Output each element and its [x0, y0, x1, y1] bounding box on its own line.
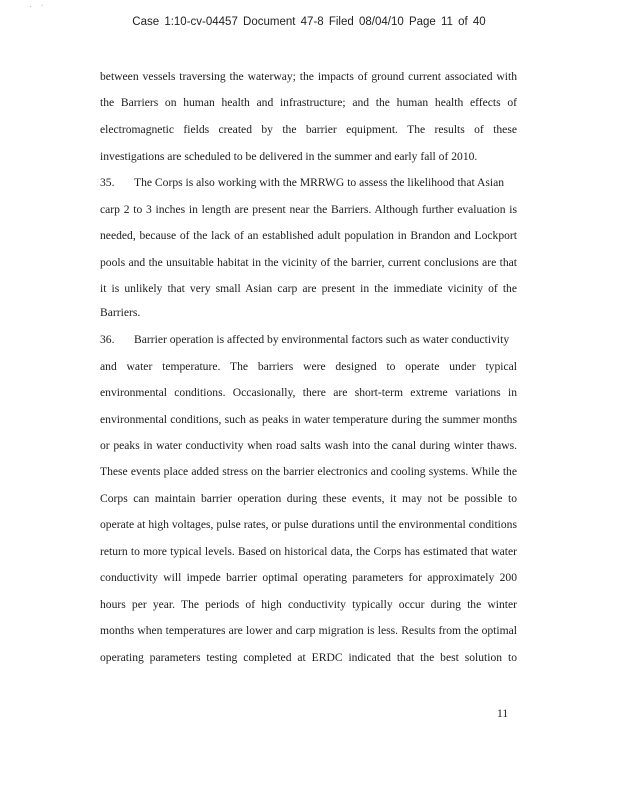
body-line: between vessels traversing the waterway; the impacts of ground current associated with [100, 70, 517, 83]
paragraph-35-line: needed, because of the lack of an established adult population in Brandon and Lockport [100, 229, 517, 242]
paragraph-36-line: hours per year. The periods of high conductivity typically occur during the winter [100, 598, 517, 611]
paragraph-text: Barrier operation is affected by environmental factors such as water conductivity [134, 333, 510, 346]
body-line: electromagnetic fields created by the barrier equipment. The results of these [100, 123, 517, 136]
page-number: 11 [497, 707, 509, 720]
paragraph-36-line: or peaks in water conductivity when road salts wash into the canal during winter thaws. [100, 439, 517, 452]
paragraph-36-line: conductivity will impede barrier optimal operating parameters for approximately 200 [100, 571, 517, 584]
body-line: investigations are scheduled to be delivered in the summer and early fall of 2010. [100, 150, 478, 163]
paragraph-36-line: Corps can maintain barrier operation during these events, it may not be possible to [100, 492, 517, 505]
body-line: the Barriers on human health and infrastructure; and the human health effects of [100, 96, 517, 109]
paragraph-36-line: return to more typical levels. Based on historical data, the Corps has estimated that water [100, 545, 517, 558]
paragraph-35-line: pools and the unsuitable habitat in the vicinity of the barrier, current conclusions are that [100, 256, 517, 269]
paragraph-35-line: it is unlikely that very small Asian carp are present in the immediate vicinity of the [100, 282, 517, 295]
paragraph-36-line: and water temperature. The barriers were designed to operate under typical [100, 360, 517, 373]
paragraph-35-line [100, 176, 504, 190]
paragraph-36-line [100, 333, 509, 347]
paragraph-35-line: Barriers. [100, 306, 141, 319]
paragraph-36-line: environmental conditions, such as peaks in water temperature during the summer months [100, 413, 517, 426]
paragraph-36-line: operating parameters testing completed at ERDC indicated that the best solution to [100, 651, 517, 664]
case-header: Case 1:10-cv-04457 Document 47-8 Filed 08/04/10 Page 11 of 40 [132, 16, 486, 28]
paragraph-36-line: These events place added stress on the barrier electronics and cooling systems. While the [100, 465, 517, 478]
corner-scan-mark: . · [30, 3, 47, 9]
paragraph-36-line: operate at high voltages, pulse rates, or pulse durations until the environmental conditions [100, 518, 517, 531]
paragraph-number: 36. [100, 333, 115, 346]
paragraph-36-line: environmental conditions. Occasionally, there are short-term extreme variations in [100, 386, 517, 399]
paragraph-text: The Corps is also working with the MRRWG to assess the likelihood that Asian [134, 176, 505, 189]
paragraph-number: 35. [100, 176, 115, 189]
paragraph-36-line: months when temperatures are lower and carp migration is less. Results from the optimal [100, 624, 517, 637]
paragraph-35-line: carp 2 to 3 inches in length are present near the Barriers. Although further evaluation is [100, 203, 517, 216]
